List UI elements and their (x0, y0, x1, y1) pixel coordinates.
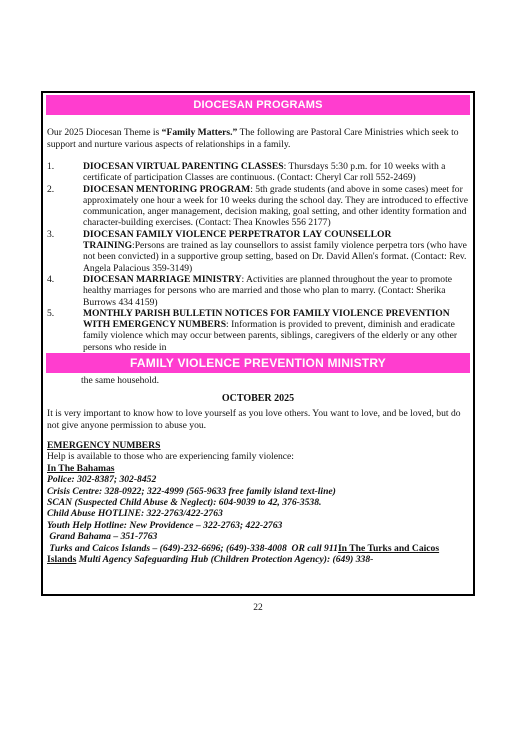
item-number: 5. (47, 307, 55, 319)
intro-theme: “Family Matters.” (161, 127, 238, 138)
intro-paragraph (47, 127, 469, 151)
emergency-intro: Help is available to those who are experiencing family violence: (47, 451, 294, 463)
tci-line (47, 543, 469, 566)
emergency-heading: EMERGENCY NUMBERS (47, 440, 161, 452)
list-item (47, 274, 469, 308)
item-text: : Information is provided to prevent, diminish and eradicate family violence which may occur between parents, siblings, caregivers of the elderly or any other persons who reside in (83, 319, 458, 353)
month-heading: OCTOBER 2025 (221, 393, 295, 405)
scan-line: SCAN (Suspected Child Abuse & Neglect): 604-9039 to 42, 376-3538. (47, 497, 322, 509)
list-item (47, 184, 469, 229)
item-text: :Persons are trained as lay counsellors to assist family violence perpetra tors (who have not been convicted) in a supportive group setting, based on Dr. David Allen's format. (Contact: Rev. Angela Palacious 359-3149) (83, 240, 467, 274)
child-abuse-hotline-line: Child Abuse HOTLINE: 322-2763/422-2763 (47, 508, 223, 520)
item-title: DIOCESAN MENTORING PROGRAM (83, 183, 251, 195)
item-number: 1. (47, 161, 55, 172)
page-number: 22 (253, 603, 263, 613)
item-title: MONTHLY PARISH BULLETIN NOTICES FOR FAMILY VIOLENCE PREVENTION WITH EMERGENCY NUMBERS (83, 307, 450, 331)
item-number: 3. (47, 228, 55, 240)
item-title: DIOCESAN FAMILY VIOLENCE PERPETRATOR LAY COUNSELLOR TRAINING (83, 228, 392, 252)
grand-bahama-line: Grand Bahama – 351-7763 (47, 531, 158, 543)
programs-list (47, 161, 469, 353)
item-number: 2. (47, 183, 55, 195)
crisis-centre-line: Crisis Centre: 328-0922; 322-4999 (565-9633 free family island text-line) (47, 485, 336, 497)
tci-mash: Multi Agency Safeguarding Hub (Children Protection Agency): (649) 338- (76, 554, 374, 566)
love-paragraph: It is very important to know how to love yourself as you love others. You want to love, and be loved, but do not give anyone permission to abuse you. (47, 408, 461, 432)
youth-hotline-line: Youth Help Hotline: New Providence – 322-2763; 422-2763 (47, 519, 283, 531)
list-item (47, 229, 469, 274)
intro-suffix: The following are Pastoral Care Ministries which seek to support and nurture various aspects of relationships in a family. (47, 127, 459, 150)
diocesan-programs-banner: DIOCESAN PROGRAMS (46, 95, 470, 115)
item-text: : 5th grade students (and above in some cases) meet for approximately one hour a week for 10 weeks during the school day. They are introduced to effective communication, anger management, decision making, goal setting, and other identity formation and character-building exercises. (Contact: Thea Knowles 556 2177) (83, 183, 469, 229)
tci-heading: In The Turks and Caicos Islands (47, 542, 440, 566)
police-line: Police: 302-8387; 302-8452 (47, 474, 157, 486)
item-text: : Thursdays 5:30 p.m. for 10 weeks with a certificate of participation Classes are continuous. (Contact: Cheryl Car roll 552-2469) (83, 161, 446, 184)
list-item (47, 308, 469, 353)
item-title: DIOCESAN VIRTUAL PARENTING CLASSES (83, 161, 284, 172)
item-text: : Activities are planned throughout the year to promote healthy marriages for persons who are married and those who plan to marry. (Contact: Sherika Burrows 434 4159) (83, 273, 452, 308)
family-violence-banner: FAMILY VIOLENCE PREVENTION MINISTRY (46, 353, 470, 373)
list-item (47, 161, 469, 184)
content-frame (41, 91, 475, 596)
item-number: 4. (47, 273, 55, 285)
intro-prefix: Our 2025 Diocesan Theme is (47, 127, 162, 138)
bahamas-heading: In The Bahamas (47, 462, 115, 474)
emergency-section (47, 440, 469, 565)
tci-numbers: Turks and Caicos Islands – (649)-232-6696; (649)-338-4008 OR call 911 (47, 542, 338, 554)
item-title: DIOCESAN MARRIAGE MINISTRY (83, 273, 242, 285)
continuation-text: the same household. (81, 375, 160, 387)
